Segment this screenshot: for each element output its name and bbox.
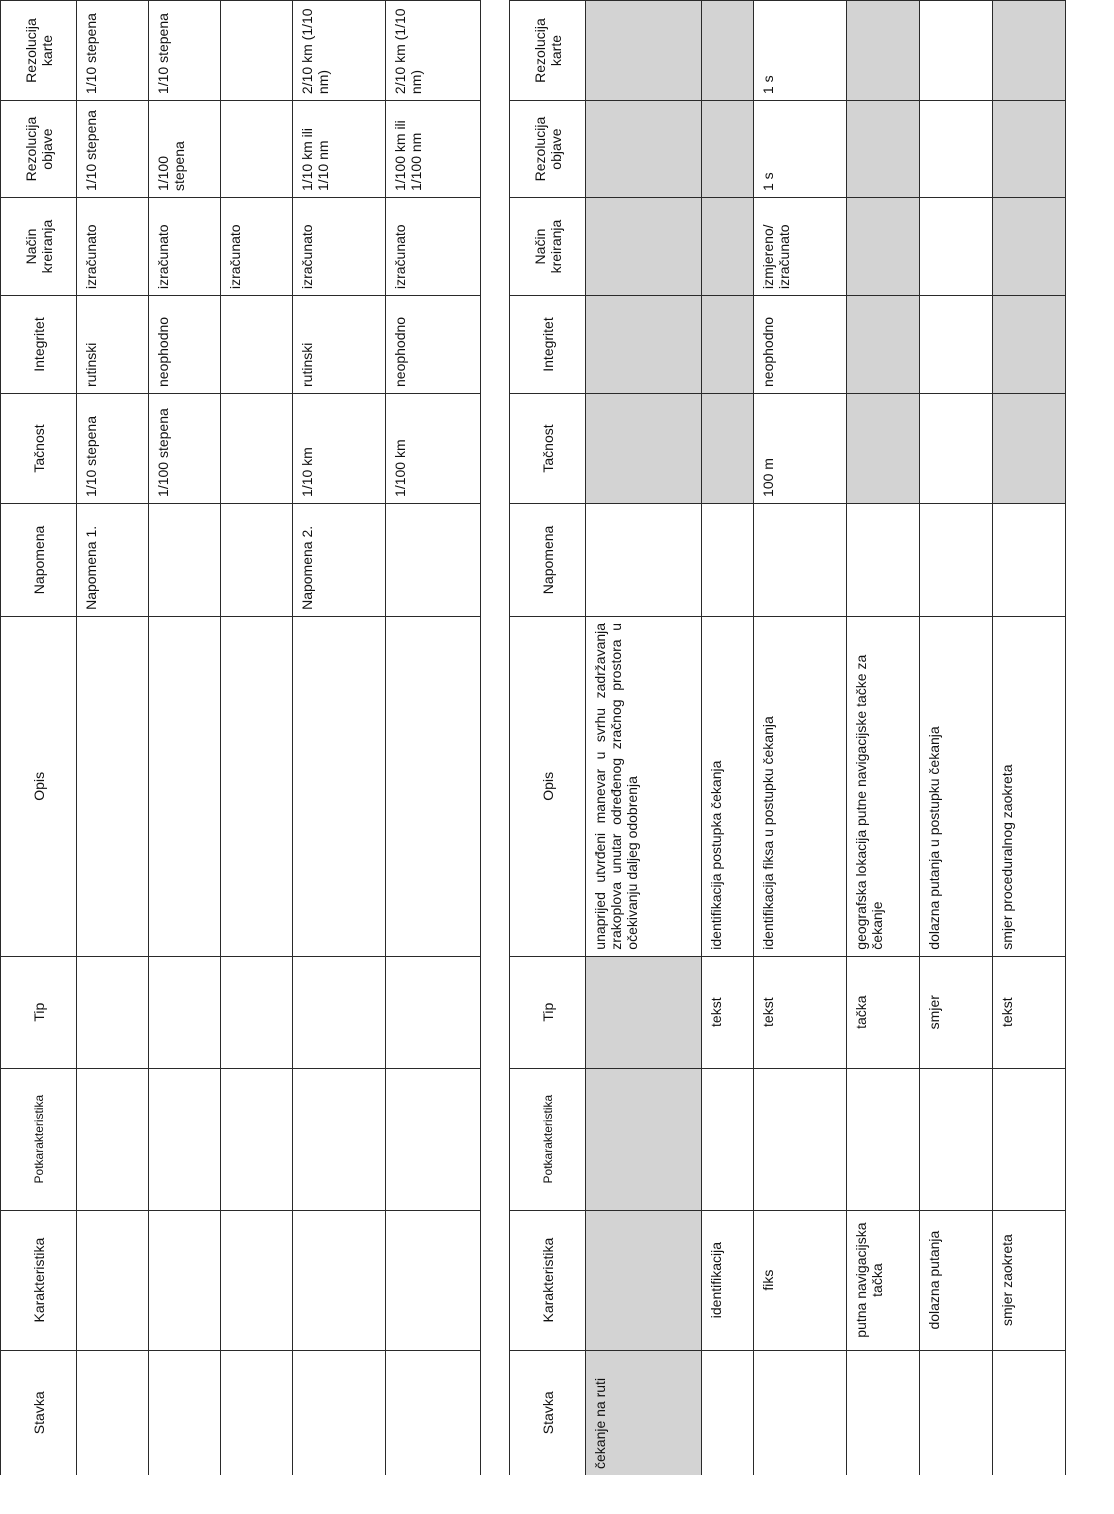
cell-rezolucija-objave bbox=[920, 101, 993, 198]
cell-rezolucija-objave: 1/100 km ili 1/100 nm bbox=[386, 101, 481, 198]
cell-potkarakteristika bbox=[847, 1068, 920, 1210]
header-rezolucija-objave: Rezolucija objave bbox=[510, 101, 586, 198]
cell-napomena bbox=[149, 503, 221, 616]
cell-rezolucija-karte: 1/10 stepena bbox=[77, 1, 149, 101]
cell-opis: geografska lokacija putne navigacijske tačke za čekanje bbox=[847, 616, 920, 956]
cell-potkarakteristika bbox=[221, 1068, 293, 1210]
cell-napomena bbox=[847, 503, 920, 616]
cell-napomena bbox=[702, 503, 754, 616]
cell-opis: unaprijed utvrđeni manevar u svrhu zadržavanja zrakoplova unutar određenog zračnog prostora u očekivanju daljeg odobrenja bbox=[586, 616, 702, 956]
cell-rezolucija-karte bbox=[920, 1, 993, 101]
cell-napomena bbox=[993, 503, 1066, 616]
cell-tacnost bbox=[221, 394, 293, 504]
cell-integritet bbox=[920, 296, 993, 394]
cell-rezolucija-karte: 1/10 stepena bbox=[149, 1, 221, 101]
header-tacnost: Tačnost bbox=[510, 394, 586, 504]
cell-opis bbox=[293, 616, 386, 956]
header-stavka: Stavka bbox=[510, 1350, 586, 1475]
cell-stavka bbox=[221, 1350, 293, 1475]
cell-rezolucija-objave: 1/100 stepena bbox=[149, 101, 221, 198]
cell-integritet: neophodno bbox=[754, 296, 847, 394]
cell-stavka: čekanje na ruti bbox=[586, 1350, 702, 1475]
cell-tip: tekst bbox=[993, 956, 1066, 1068]
cell-rezolucija-objave bbox=[702, 101, 754, 198]
top-data-table bbox=[0, 0, 481, 1475]
cell-potkarakteristika bbox=[754, 1068, 847, 1210]
header-rezolucija-karte: Rezolucija karte bbox=[1, 1, 77, 101]
cell-karakteristika bbox=[386, 1210, 481, 1350]
header-napomena: Napomena bbox=[510, 503, 586, 616]
cell-stavka bbox=[702, 1350, 754, 1475]
cell-rezolucija-karte bbox=[702, 1, 754, 101]
cell-rezolucija-objave bbox=[993, 101, 1066, 198]
cell-nacin-kreiranja bbox=[847, 198, 920, 296]
cell-tacnost: 100 m bbox=[754, 394, 847, 504]
header-karakteristika: Karakteristika bbox=[1, 1210, 77, 1350]
cell-napomena bbox=[920, 503, 993, 616]
cell-potkarakteristika bbox=[293, 1068, 386, 1210]
table-row bbox=[293, 1, 386, 1476]
cell-opis: dolazna putanja u postupku čekanja bbox=[920, 616, 993, 956]
header-stavka: Stavka bbox=[1, 1350, 77, 1475]
header-opis: Opis bbox=[1, 616, 77, 956]
cell-stavka bbox=[993, 1350, 1066, 1475]
cell-potkarakteristika bbox=[386, 1068, 481, 1210]
cell-opis bbox=[386, 616, 481, 956]
cell-integritet: neophodno bbox=[386, 296, 481, 394]
header-integritet: Integritet bbox=[510, 296, 586, 394]
cell-opis bbox=[221, 616, 293, 956]
cell-nacin-kreiranja: izračunato bbox=[149, 198, 221, 296]
cell-rezolucija-objave: 1/10 stepena bbox=[77, 101, 149, 198]
cell-tip: smjer bbox=[920, 956, 993, 1068]
cell-tip bbox=[149, 956, 221, 1068]
cell-potkarakteristika bbox=[586, 1068, 702, 1210]
cell-napomena: Napomena 2. bbox=[293, 503, 386, 616]
cell-nacin-kreiranja bbox=[586, 198, 702, 296]
cell-opis: identifikacija fiksa u postupku čekanja bbox=[754, 616, 847, 956]
cell-rezolucija-karte: 2/10 km (1/10 nm) bbox=[386, 1, 481, 101]
cell-karakteristika: smjer zaokreta bbox=[993, 1210, 1066, 1350]
cell-karakteristika bbox=[221, 1210, 293, 1350]
table-row bbox=[586, 1, 702, 1476]
table-row bbox=[847, 1, 920, 1476]
cell-karakteristika: identifikacija bbox=[702, 1210, 754, 1350]
table-row bbox=[993, 1, 1066, 1476]
cell-karakteristika bbox=[149, 1210, 221, 1350]
cell-karakteristika bbox=[77, 1210, 149, 1350]
cell-rezolucija-objave: 1 s bbox=[754, 101, 847, 198]
cell-potkarakteristika bbox=[702, 1068, 754, 1210]
cell-rezolucija-karte: 1 s bbox=[754, 1, 847, 101]
cell-tacnost bbox=[847, 394, 920, 504]
cell-tip bbox=[77, 956, 149, 1068]
header-karakteristika: Karakteristika bbox=[510, 1210, 586, 1350]
cell-napomena bbox=[754, 503, 847, 616]
cell-karakteristika: fiks bbox=[754, 1210, 847, 1350]
cell-napomena bbox=[586, 503, 702, 616]
cell-rezolucija-karte bbox=[847, 1, 920, 101]
header-nacin-kreiranja: Način kreiranja bbox=[510, 198, 586, 296]
cell-integritet bbox=[586, 296, 702, 394]
cell-tacnost: 1/100 stepena bbox=[149, 394, 221, 504]
cell-opis: smjer proceduralnog zaokreta bbox=[993, 616, 1066, 956]
cell-stavka bbox=[847, 1350, 920, 1475]
cell-karakteristika: dolazna putanja bbox=[920, 1210, 993, 1350]
cell-nacin-kreiranja: izračunato bbox=[221, 198, 293, 296]
cell-tacnost: 1/100 km bbox=[386, 394, 481, 504]
cell-tip bbox=[221, 956, 293, 1068]
cell-nacin-kreiranja bbox=[993, 198, 1066, 296]
cell-integritet bbox=[221, 296, 293, 394]
cell-rezolucija-karte: 2/10 km (1/10 nm) bbox=[293, 1, 386, 101]
cell-rezolucija-karte bbox=[586, 1, 702, 101]
cell-stavka bbox=[386, 1350, 481, 1475]
header-potkarakteristika: Potkarakteristika bbox=[510, 1068, 586, 1210]
table-row bbox=[386, 1, 481, 1476]
cell-karakteristika: putna navigacijska tačka bbox=[847, 1210, 920, 1350]
cell-tip bbox=[386, 956, 481, 1068]
header-tip: Tip bbox=[1, 956, 77, 1068]
cell-nacin-kreiranja bbox=[920, 198, 993, 296]
bottom-data-table bbox=[509, 0, 1066, 1475]
table-row bbox=[221, 1, 293, 1476]
cell-integritet: rutinski bbox=[293, 296, 386, 394]
table-row bbox=[702, 1, 754, 1476]
cell-integritet bbox=[993, 296, 1066, 394]
cell-tip: tekst bbox=[754, 956, 847, 1068]
header-nacin-kreiranja: Način kreiranja bbox=[1, 198, 77, 296]
cell-tacnost bbox=[702, 394, 754, 504]
cell-opis bbox=[149, 616, 221, 956]
header-tip: Tip bbox=[510, 956, 586, 1068]
header-rezolucija-karte: Rezolucija karte bbox=[510, 1, 586, 101]
cell-tip bbox=[586, 956, 702, 1068]
cell-potkarakteristika bbox=[993, 1068, 1066, 1210]
cell-rezolucija-karte bbox=[221, 1, 293, 101]
cell-rezolucija-objave: 1/10 km ili 1/10 nm bbox=[293, 101, 386, 198]
cell-napomena bbox=[221, 503, 293, 616]
cell-integritet: neophodno bbox=[149, 296, 221, 394]
cell-potkarakteristika bbox=[77, 1068, 149, 1210]
cell-tip: tekst bbox=[702, 956, 754, 1068]
cell-nacin-kreiranja: izračunato bbox=[293, 198, 386, 296]
table-row bbox=[754, 1, 847, 1476]
cell-napomena: Napomena 1. bbox=[77, 503, 149, 616]
cell-tip bbox=[293, 956, 386, 1068]
cell-integritet bbox=[702, 296, 754, 394]
cell-rezolucija-objave bbox=[586, 101, 702, 198]
cell-opis bbox=[77, 616, 149, 956]
header-tacnost: Tačnost bbox=[1, 394, 77, 504]
cell-stavka bbox=[293, 1350, 386, 1475]
cell-nacin-kreiranja bbox=[702, 198, 754, 296]
cell-rezolucija-objave bbox=[847, 101, 920, 198]
header-opis: Opis bbox=[510, 616, 586, 956]
cell-nacin-kreiranja: izmjereno/ izračunato bbox=[754, 198, 847, 296]
cell-tacnost bbox=[993, 394, 1066, 504]
cell-tacnost bbox=[586, 394, 702, 504]
cell-tacnost bbox=[920, 394, 993, 504]
cell-tacnost: 1/10 stepena bbox=[77, 394, 149, 504]
header-napomena: Napomena bbox=[1, 503, 77, 616]
cell-stavka bbox=[149, 1350, 221, 1475]
table-row bbox=[77, 1, 149, 1476]
cell-potkarakteristika bbox=[149, 1068, 221, 1210]
cell-stavka bbox=[77, 1350, 149, 1475]
cell-tacnost: 1/10 km bbox=[293, 394, 386, 504]
cell-karakteristika bbox=[586, 1210, 702, 1350]
cell-potkarakteristika bbox=[920, 1068, 993, 1210]
table-header-row bbox=[1, 1, 77, 1476]
cell-tip: tačka bbox=[847, 956, 920, 1068]
cell-integritet: rutinski bbox=[77, 296, 149, 394]
table-row bbox=[920, 1, 993, 1476]
table-header-row bbox=[510, 1, 586, 1476]
header-rezolucija-objave: Rezolucija objave bbox=[1, 101, 77, 198]
header-potkarakteristika: Potkarakteristika bbox=[1, 1068, 77, 1210]
cell-stavka bbox=[754, 1350, 847, 1475]
cell-opis: identifikacija postupka čekanja bbox=[702, 616, 754, 956]
cell-rezolucija-objave bbox=[221, 101, 293, 198]
cell-rezolucija-karte bbox=[993, 1, 1066, 101]
cell-karakteristika bbox=[293, 1210, 386, 1350]
cell-integritet bbox=[847, 296, 920, 394]
table-row bbox=[149, 1, 221, 1476]
cell-nacin-kreiranja: izračunato bbox=[386, 198, 481, 296]
cell-stavka bbox=[920, 1350, 993, 1475]
header-integritet: Integritet bbox=[1, 296, 77, 394]
cell-nacin-kreiranja: izračunato bbox=[77, 198, 149, 296]
cell-napomena bbox=[386, 503, 481, 616]
